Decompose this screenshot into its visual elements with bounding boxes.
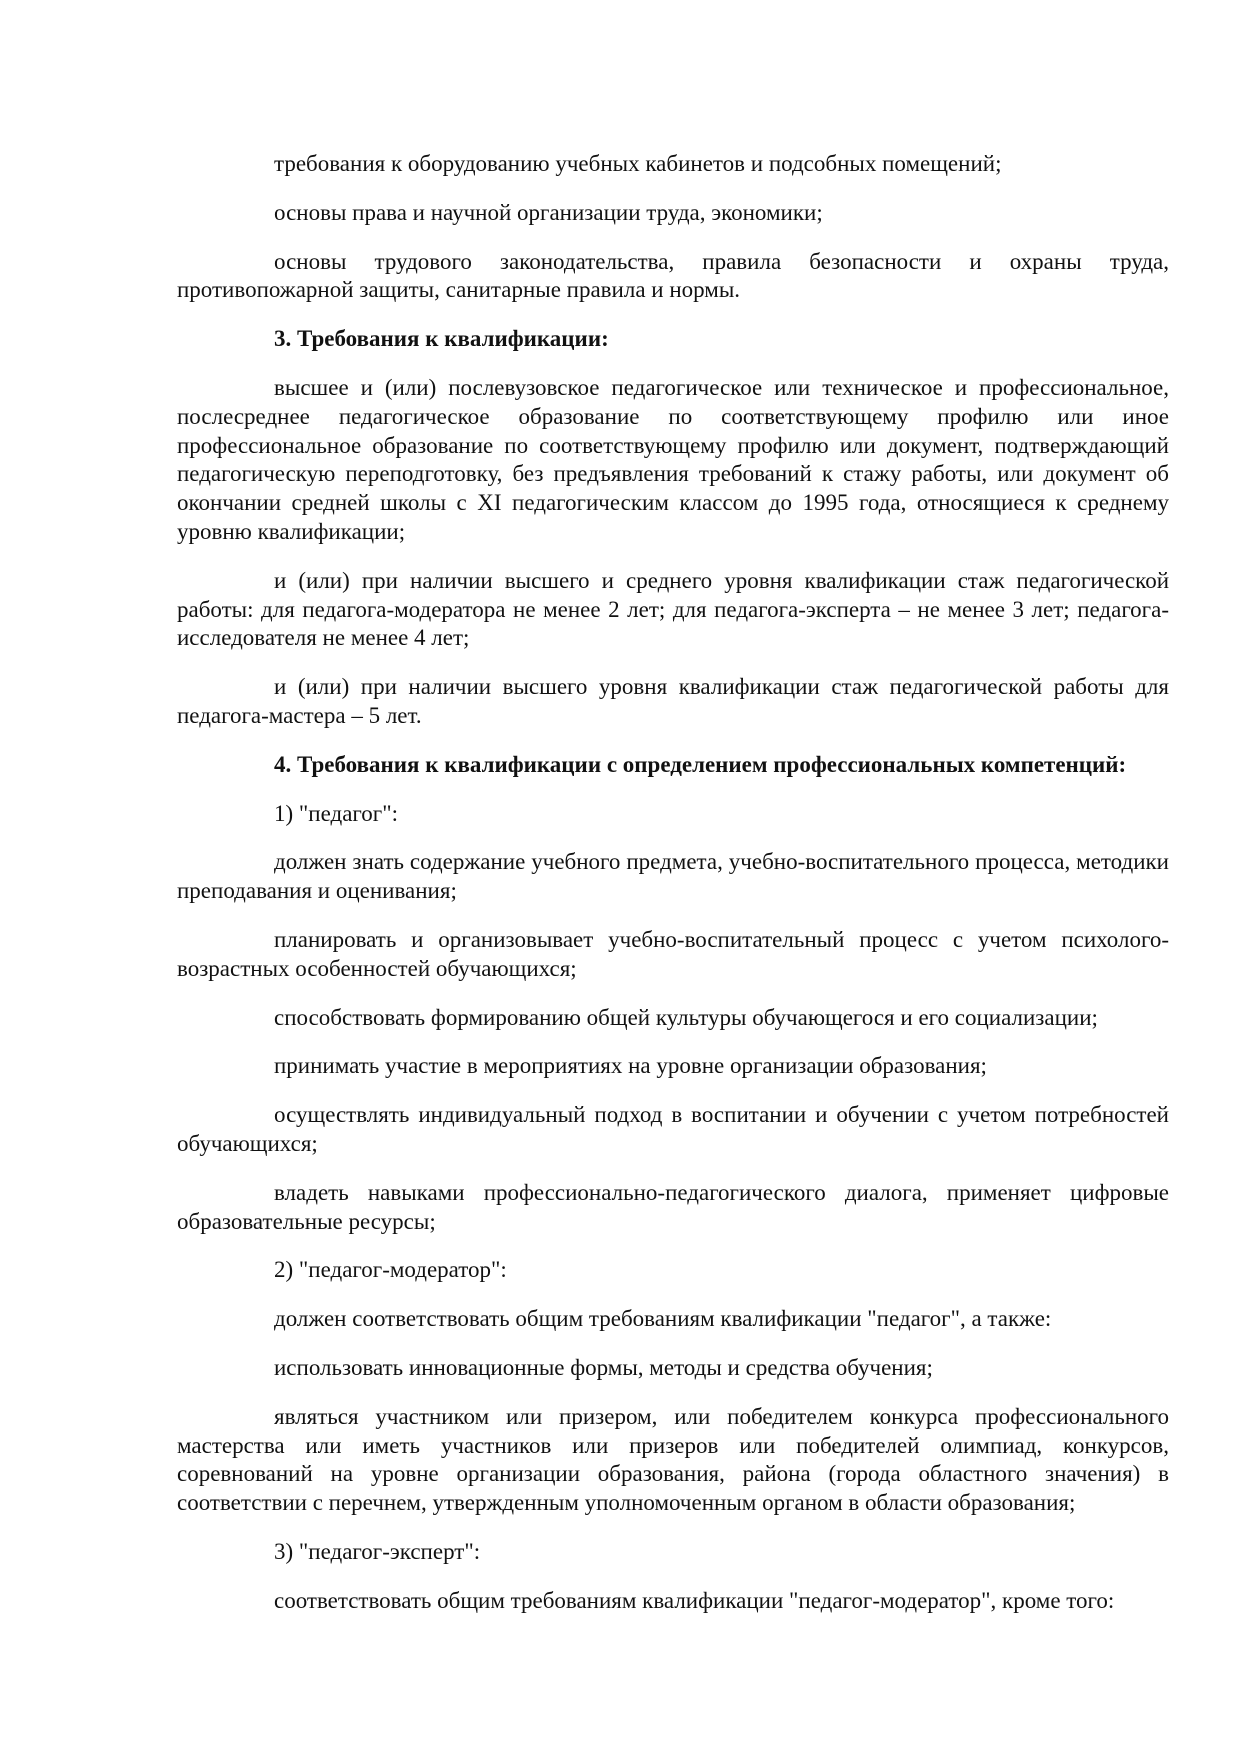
paragraph-pedagog-events: принимать участие в мероприятиях на уровне организации образования; [274, 1053, 987, 1079]
paragraph-pedagog-planning: планировать и организовывает учебно-воспитательный процесс с учетом психолого-возрастных особенностей обучающихся; [177, 926, 1169, 981]
paragraph-experience-requirements: и (или) при наличии высшего и среднего уровня квалификации стаж педагогической работы: для педагога-модератора не менее 2 лет; для педагога-эксперта – не менее 3 лет; педагога-исследователя не менее 4 лет; [177, 567, 1169, 651]
section-heading-qualification-requirements: 3. Требования к квалификации: [274, 326, 609, 352]
paragraph-moderator-contests: являться участником или призером, или победителем конкурса профессионального мастерства или иметь участников или призеров или победителей олимпиад, конкурсов, соревнований на уровне организации образования, района (города областного значения) в соответствии с перечнем, утвержденным уполномоченным органом в области образования; [177, 1403, 1169, 1516]
paragraph-labor-law: основы трудового законодательства, правила безопасности и охраны труда, противопожарной защиты, санитарные правила и нормы. [177, 248, 1169, 303]
document-page [177, 150, 1169, 1635]
paragraph-expert-general: соответствовать общим требованиям квалификации "педагог-модератор", кроме того: [274, 1587, 1115, 1613]
paragraph-equipment-requirements: требования к оборудованию учебных кабинетов и подсобных помещений; [274, 151, 1002, 176]
list-heading-pedagog-moderator: 2) "педагог-модератор": [274, 1257, 507, 1283]
paragraph-pedagog-knowledge: должен знать содержание учебного предмета, учебно-воспитательного процесса, методики преподавания и оценивания; [177, 849, 1169, 904]
paragraph-pedagog-individual: осуществлять индивидуальный подход в воспитании и обучении с учетом потребностей обучающихся; [177, 1102, 1169, 1156]
paragraph-moderator-innovation: использовать инновационные формы, методы и средства обучения; [274, 1354, 933, 1380]
list-heading-pedagog-expert: 3) "педагог-эксперт": [274, 1538, 481, 1564]
paragraph-master-experience: и (или) при наличии высшего уровня квалификации стаж педагогической работы для педагога-мастера – 5 лет. [177, 674, 1169, 728]
paragraph-moderator-general: должен соответствовать общим требованиям квалификации "педагог", а также: [274, 1306, 1052, 1332]
list-heading-pedagog: 1) "педагог": [274, 800, 398, 826]
paragraph-education-requirements: высшее и (или) послевузовское педагогическое или техническое и профессиональное, послесреднее педагогическое образование по соответствующему профилю или иное профессиональное образование по соответствующему профилю или документ, подтверждающий педагогическую переподготовку, без предъявления требований к стажу работы, или документ об окончании средней школы с XI педагогическим классом до 1995 года, относящиеся к среднему уровню квалификации; [177, 374, 1169, 544]
paragraph-law-basics: основы права и научной организации труда, экономики; [274, 199, 823, 225]
paragraph-pedagog-culture: способствовать формированию общей культуры обучающегося и его социализации; [274, 1004, 1098, 1030]
paragraph-pedagog-dialogue: владеть навыками профессионально-педагогического диалога, применяет цифровые образовательные ресурсы; [177, 1179, 1169, 1234]
section-heading-competencies: 4. Требования к квалификации с определением профессиональных компетенций: [274, 751, 1127, 777]
